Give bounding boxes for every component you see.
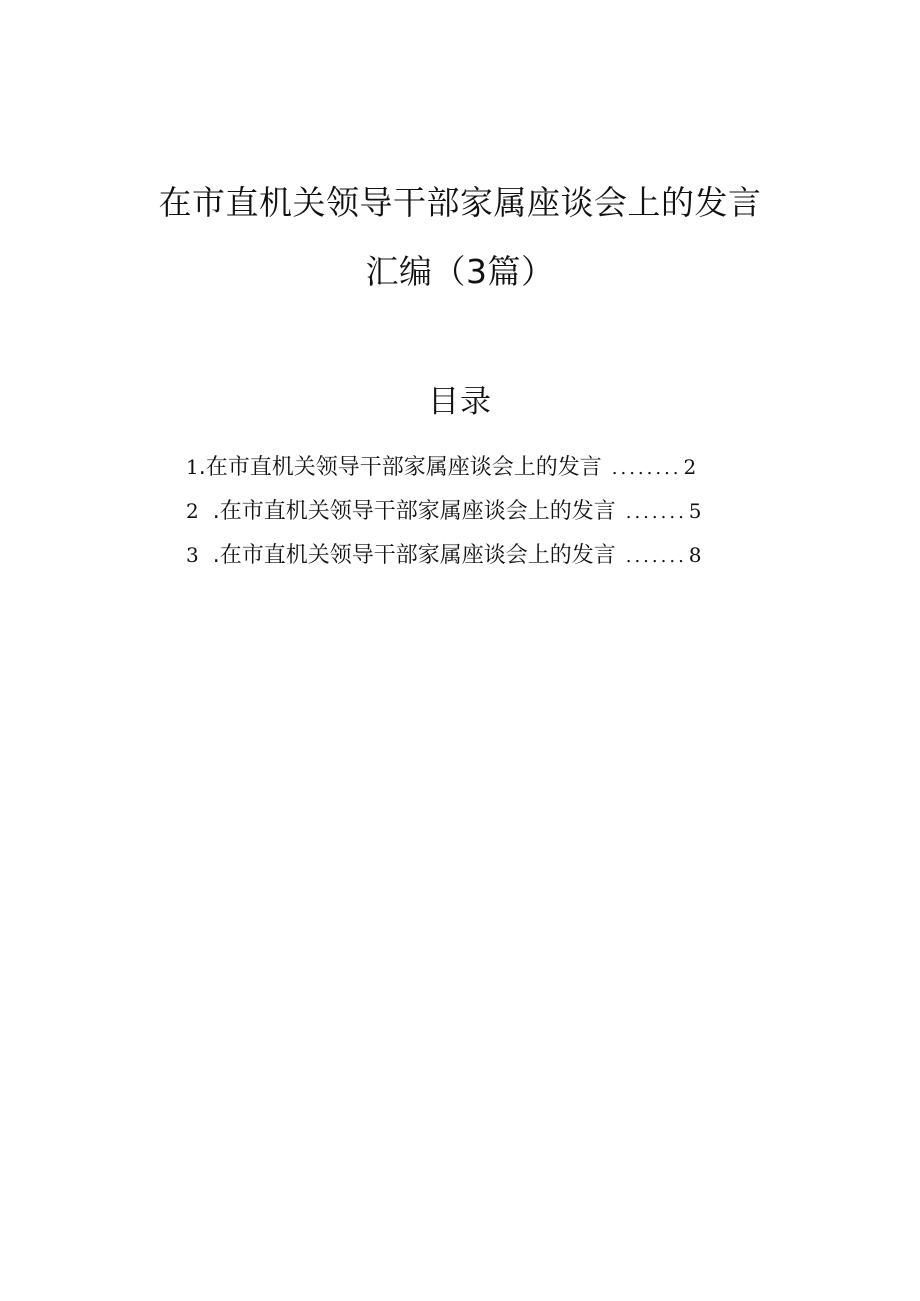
toc-entry-title: 在市直机关领导干部家属座谈会上的发言 [219,499,616,524]
toc-entry-separator: . [198,499,220,524]
toc-entry-leader: ....... [625,546,687,567]
toc-entry-page-number: 8 [688,543,702,567]
document-title-line-1: 在市直机关领导干部家属座谈会上的发言 [158,183,762,222]
toc-entry-separator: . [198,543,220,568]
toc-entry-number: 3 [186,543,199,567]
toc-entry-separator: . [198,455,206,480]
toc-entry-number: 2 [186,499,199,523]
toc-entry-title: 在市直机关领导干部家属座谈会上的发言 [219,543,616,568]
toc-entry[interactable] [186,540,778,584]
document-title-line-2: 汇编（3篇） [365,252,555,291]
table-of-contents [186,452,778,584]
toc-entry-leader: ........ [611,458,682,479]
toc-entry-number: 1 [186,455,199,479]
toc-entry-page-number: 5 [688,499,702,523]
toc-entry[interactable] [186,452,778,496]
toc-heading: 目录 [428,384,492,420]
toc-entry-page-number: 2 [683,455,697,479]
toc-entry-leader: ....... [625,502,687,523]
toc-entry-title: 在市直机关领导干部家属座谈会上的发言 [205,455,602,480]
toc-entry[interactable] [186,496,778,540]
